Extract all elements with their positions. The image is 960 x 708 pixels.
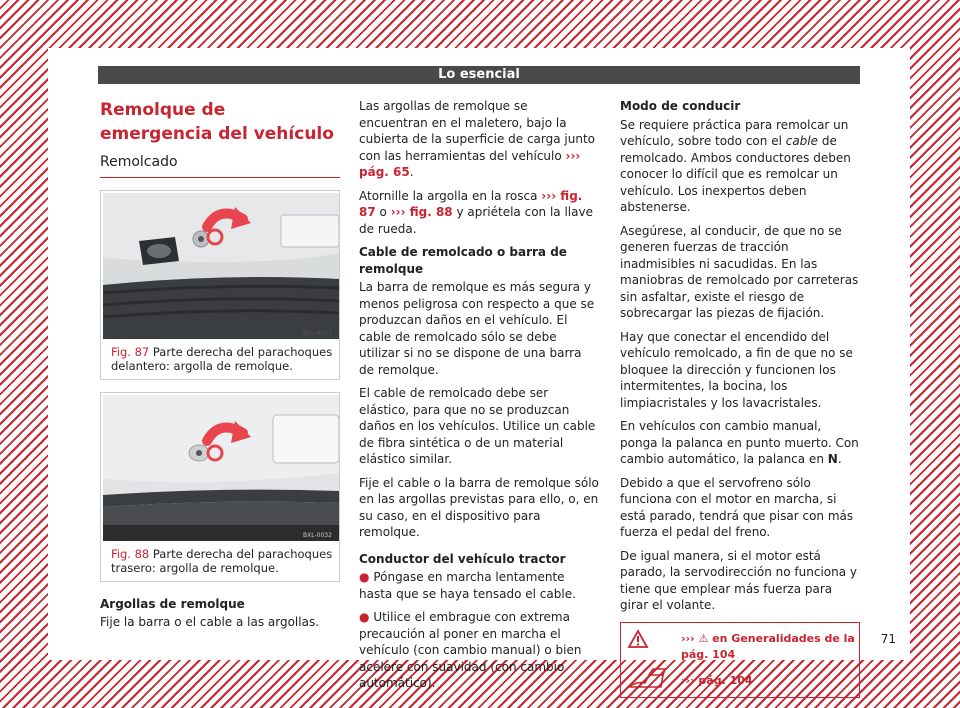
bullet-item: ● Póngase en marcha lentamente hasta que se haya tensado el cable. [359,570,576,601]
figure-reference-link[interactable]: ››› fig. 88 [390,205,453,219]
towing-eyes-heading: Argollas de remolque [100,596,245,611]
subheading: Cable de remolcado o barra de remolque [359,245,567,276]
subheading: Conductor del vehículo tractor [359,551,566,566]
book-hand-icon [627,667,667,691]
figure-caption-text: Parte derecha del parachoques delantero: argolla de remolque. [111,344,333,373]
figure-label: Fig. 87 [111,344,150,359]
figure-caption [103,339,337,377]
figure-label: Fig. 88 [111,546,150,561]
warning-reference[interactable]: ››› ⚠ en Generalidades de la pág. 104 [681,631,855,661]
towing-eyes-text: Fije la barra o el cable a las argollas. [100,615,320,629]
bullet-icon: ● [359,610,370,624]
section-subtitle: Remolcado [100,154,340,178]
paragraph: En vehículos con cambio manual, ponga la palanca en punto muerto. Con cambio automático, la palanca en N. [620,419,859,466]
figure-caption [103,541,337,579]
paragraph: El cable de remolcado debe ser elástico, para que no se produzcan daños en los vehículos. Utilice un cable de fibra sintética o de un material elástico similar. [359,386,596,466]
bullet-item: ● Utilice el embrague con extrema precaución al poner en marcha el vehículo (con cambio manual) o bien acelere con suavidad (con cambio automático). [359,610,582,690]
paragraph: Fije el cable o la barra de remolque sólo en las argollas previstas para ello, o, en su caso, en el dispositivo para remolque. [359,475,599,539]
manual-page [48,48,910,690]
subheading: Modo de conducir [620,99,741,113]
bullet-icon: ● [359,570,370,584]
paragraph: La barra de remolque es más segura y menos peligrosa con respecto a que se produzcan daños en el vehículo. El cable de remolcado sólo se debe utilizar si no se dispone de una barra de remolque. [359,280,595,377]
section-title: Remolque de emergencia del vehículo [100,100,334,144]
paragraph: Atornille la argolla en la rosca ››› fig. 87 o ››› fig. 88 y apriétela con la llave de rueda. [359,188,593,236]
warning-box [620,622,860,698]
paragraph: Asegúrese, al conducir, de que no se generen fuerzas de tracción inadmisibles ni sacudidas. En las maniobras de remolcado por carreteras sin asfaltar, existe el riesgo de sobrecargar las piezas de fijación. [620,223,859,320]
figure-87 [100,190,340,380]
front-bumper-photo [103,193,339,339]
warning-triangle-icon [627,629,649,649]
column-right [620,98,860,698]
page-reference-link[interactable]: ››› pág. 104 [681,673,753,687]
figure-88 [100,392,340,582]
chapter-header: Lo esencial [98,66,860,84]
warning-triangle-icon: ⚠ [698,631,709,645]
figure-code: BXL-0032 [303,531,332,539]
paragraph: De igual manera, si el motor está parado, la servodirección no funciona y tiene que emplear más fuerza para girar el volante. [620,548,857,612]
figure-reference-link[interactable]: ››› fig. 87 [359,188,583,219]
page-reference-link[interactable]: ››› pág. 65 [359,148,581,179]
paragraph: Se requiere práctica para remolcar un vehículo, sobre todo con el cable de remolcado. Ambos conductores deben conocer lo difícil que es remolcar un vehículo. Los inexpertos deben abstenerse. [620,117,851,214]
rear-bumper-photo [103,395,339,541]
paragraph: Debido a que el servofreno sólo funciona con el motor en marcha, si está parado, tendrá que pisar con más fuerza el pedal del freno. [620,475,854,539]
column-left [100,98,340,638]
page-number: 71 [880,632,896,646]
figure-caption-text: Parte derecha del parachoques trasero: argolla de remolque. [111,546,333,575]
paragraph: Las argollas de remolque se encuentran en el maletero, bajo la cubierta de la superficie de carga junto con las herramientas del vehículo ››› pág. 65. [359,99,596,179]
figure-code: BXL-0031 [303,329,332,337]
column-middle [359,98,599,699]
paragraph: Hay que conectar el encendido del vehículo remolcado, a fin de que no se bloquee la dirección y funcionen los intermitentes, la bocina, los limpiacristales y los lavacristales. [620,329,853,410]
